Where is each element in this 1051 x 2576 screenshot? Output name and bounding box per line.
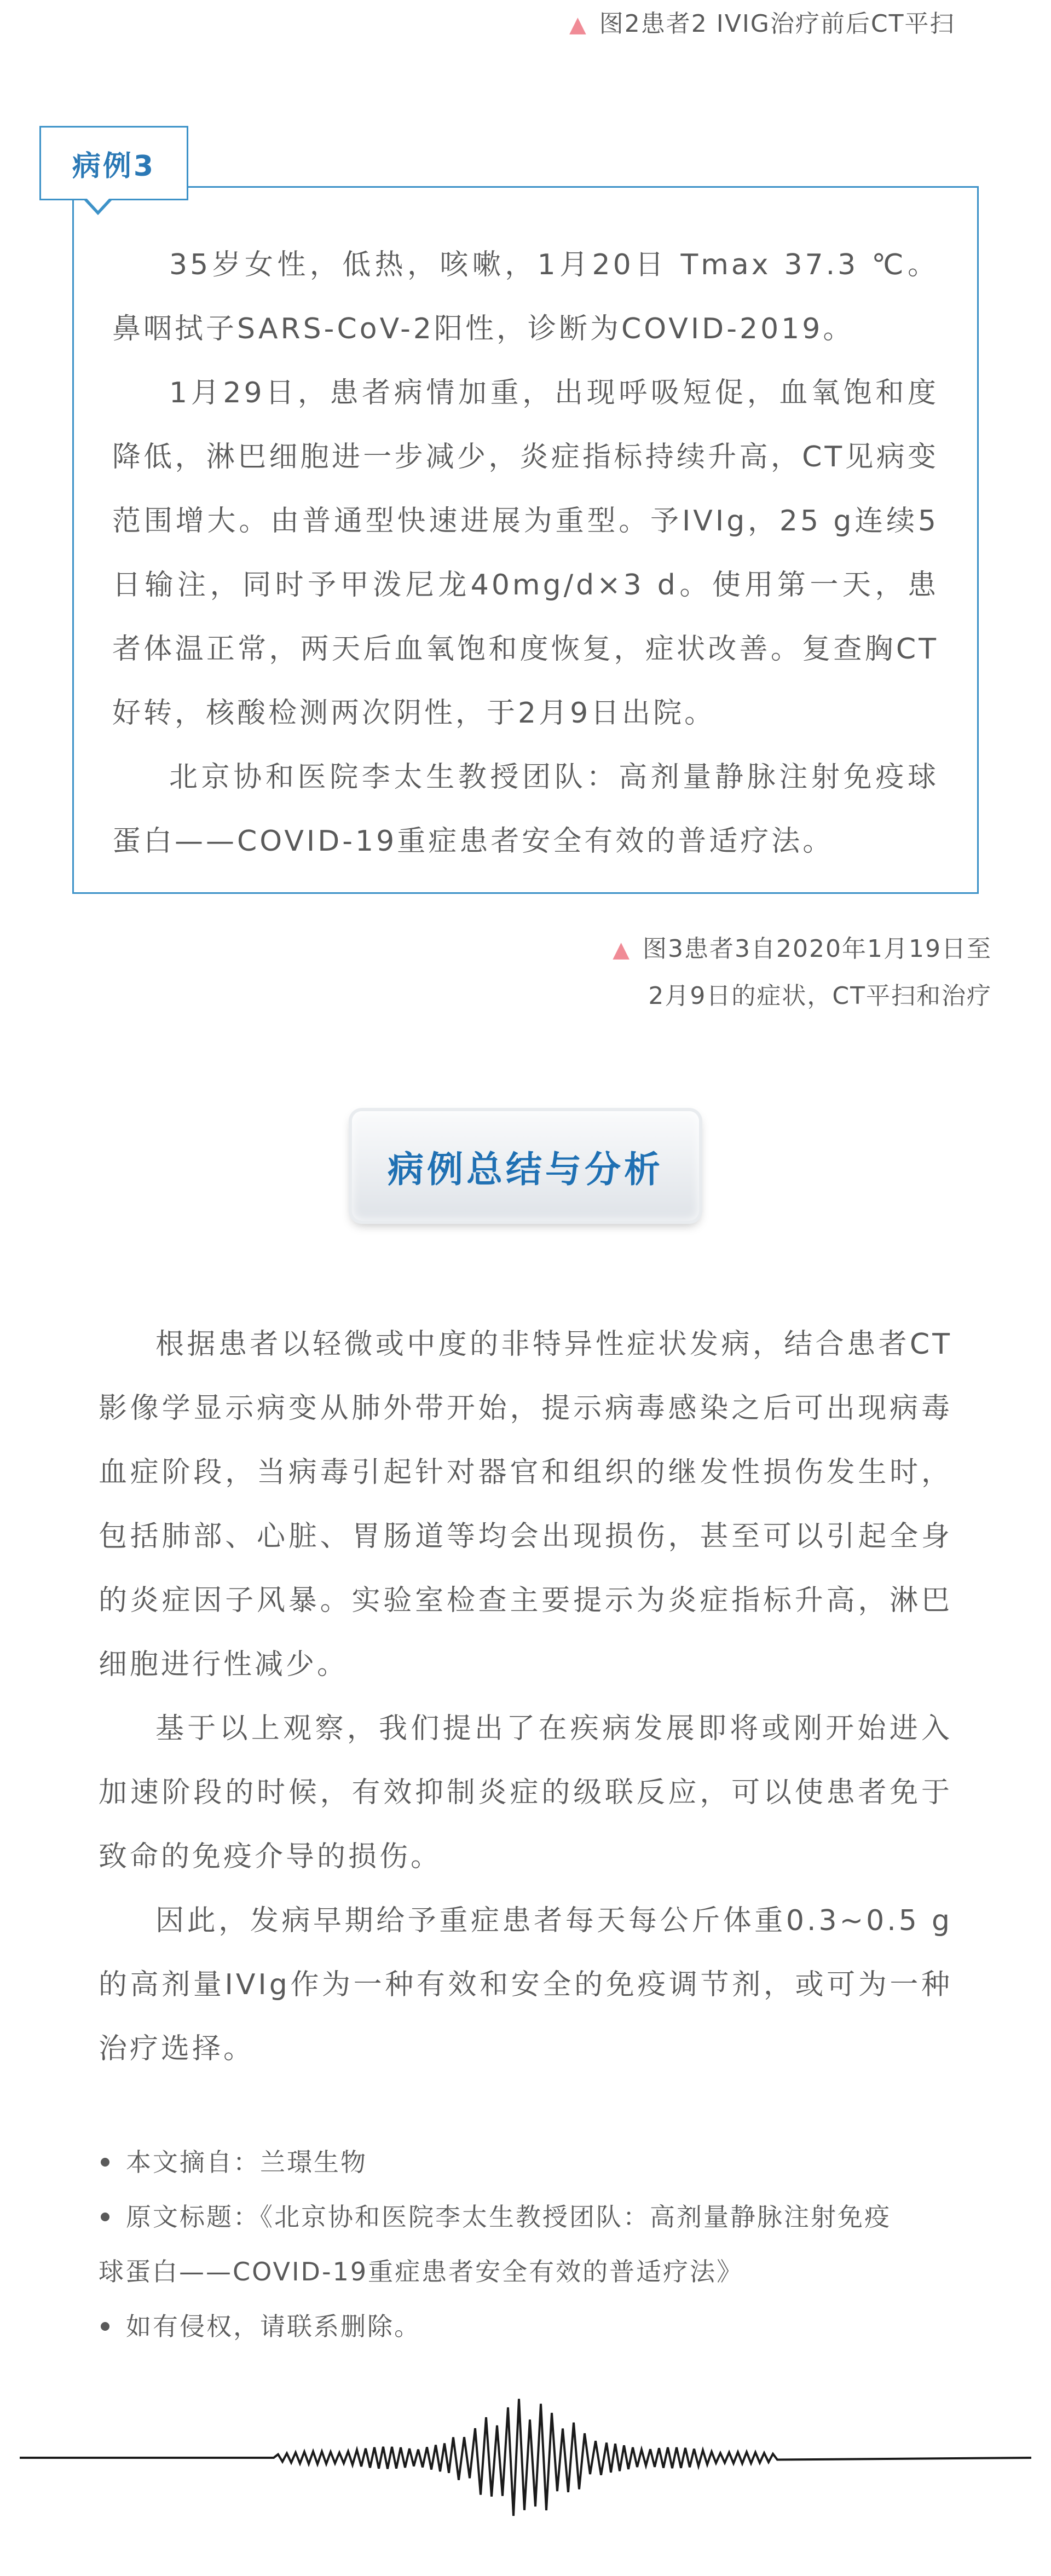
case3-paragraph: 北京协和医院李太生教授团队：高剂量静脉注射免疫球蛋白——COVID-19重症患者安全有效的普适疗法。 [112,761,939,858]
summary-text [99,1313,952,2081]
bullet-icon [101,2158,109,2167]
case3-paragraph: 1月29日，患者病情加重，出现呼吸短促，血氧饱和度降低，淋巴细胞进一步减少，炎症指标持续升高，CT见病变范围增大。由普通型快速进展为重型。予IVIg，25 g连续5日输注，同时予甲泼尼龙40mg/d×3 d。使用第一天，患者体温正常，两天后血氧饱和度恢复，症状改善。复查胸CT好转，核酸检测两次阴性，于2月9日出院。 [112,377,939,730]
summary-title: 病例总结与分析 [388,1148,663,1191]
figure2-caption-text: 图2患者2 IVIG治疗前后CT平扫 [599,10,955,38]
figure3-caption-text-2: 2月9日的症状，CT平扫和治疗 [648,982,992,1010]
note-source-text: 本文摘自：兰璟生物 [126,2147,367,2177]
note-source [99,2135,952,2190]
figure3-caption-text-1: 图3患者3自2020年1月19日至 [643,935,992,963]
case3-tab [39,126,188,200]
note-disclaimer-text: 如有侵权，请联系删除。 [126,2312,421,2341]
note-original-title-cont [99,2244,952,2299]
figure2-caption [569,12,955,36]
summary-paragraph: 根据患者以轻微或中度的非特异性症状发病，结合患者CT影像学显示病变从肺外带开始，提示病毒感染之后可出现病毒血症阶段，当病毒引起针对器官和组织的继发性损伤发生时，包括肺部、心脏、胃肠道等均会出现损伤，甚至可以引起全身的炎症因子风暴。实验室检查主要提示为炎症指标升高，淋巴细胞进行性减少。 [99,1328,952,1681]
waveform-divider-icon [0,2398,1051,2534]
tab-pointer-icon [84,200,112,215]
summary-paragraph: 因此，发病早期给予重症患者每天每公斤体重0.3~0.5 g的高剂量IVIg作为一种有效和安全的免疫调节剂，或可为一种治疗选择。 [99,1904,952,2065]
bullet-icon [101,2322,109,2331]
case3-text [112,233,939,874]
summary-paragraph: 基于以上观察，我们提出了在疾病发展即将或刚开始进入加速阶段的时候，有效抑制炎症的级联反应，可以使患者免于致命的免疫介导的损伤。 [99,1712,952,1873]
note-title-line2: 球蛋白——COVID-19重症患者安全有效的普适疗法》 [99,2257,744,2286]
figure3-caption-line2 [648,984,992,1008]
note-title-line1: 原文标题：《北京协和医院李太生教授团队：高剂量静脉注射免疫 [126,2202,891,2232]
figure3-caption-line1 [613,937,992,961]
case3-paragraph: 35岁女性，低热，咳嗽，1月20日 Tmax 37.3 ℃。鼻咽拭子SARS-CoV-2阳性，诊断为COVID-2019。 [112,249,939,345]
triangle-icon: ▲ [569,12,587,37]
note-original-title [99,2190,952,2244]
summary-title-badge [352,1111,699,1221]
triangle-icon: ▲ [613,937,631,962]
bullet-icon [101,2213,109,2221]
note-disclaimer [99,2299,952,2354]
source-notes [99,2135,952,2354]
case3-tab-label: 病例3 [72,149,156,183]
